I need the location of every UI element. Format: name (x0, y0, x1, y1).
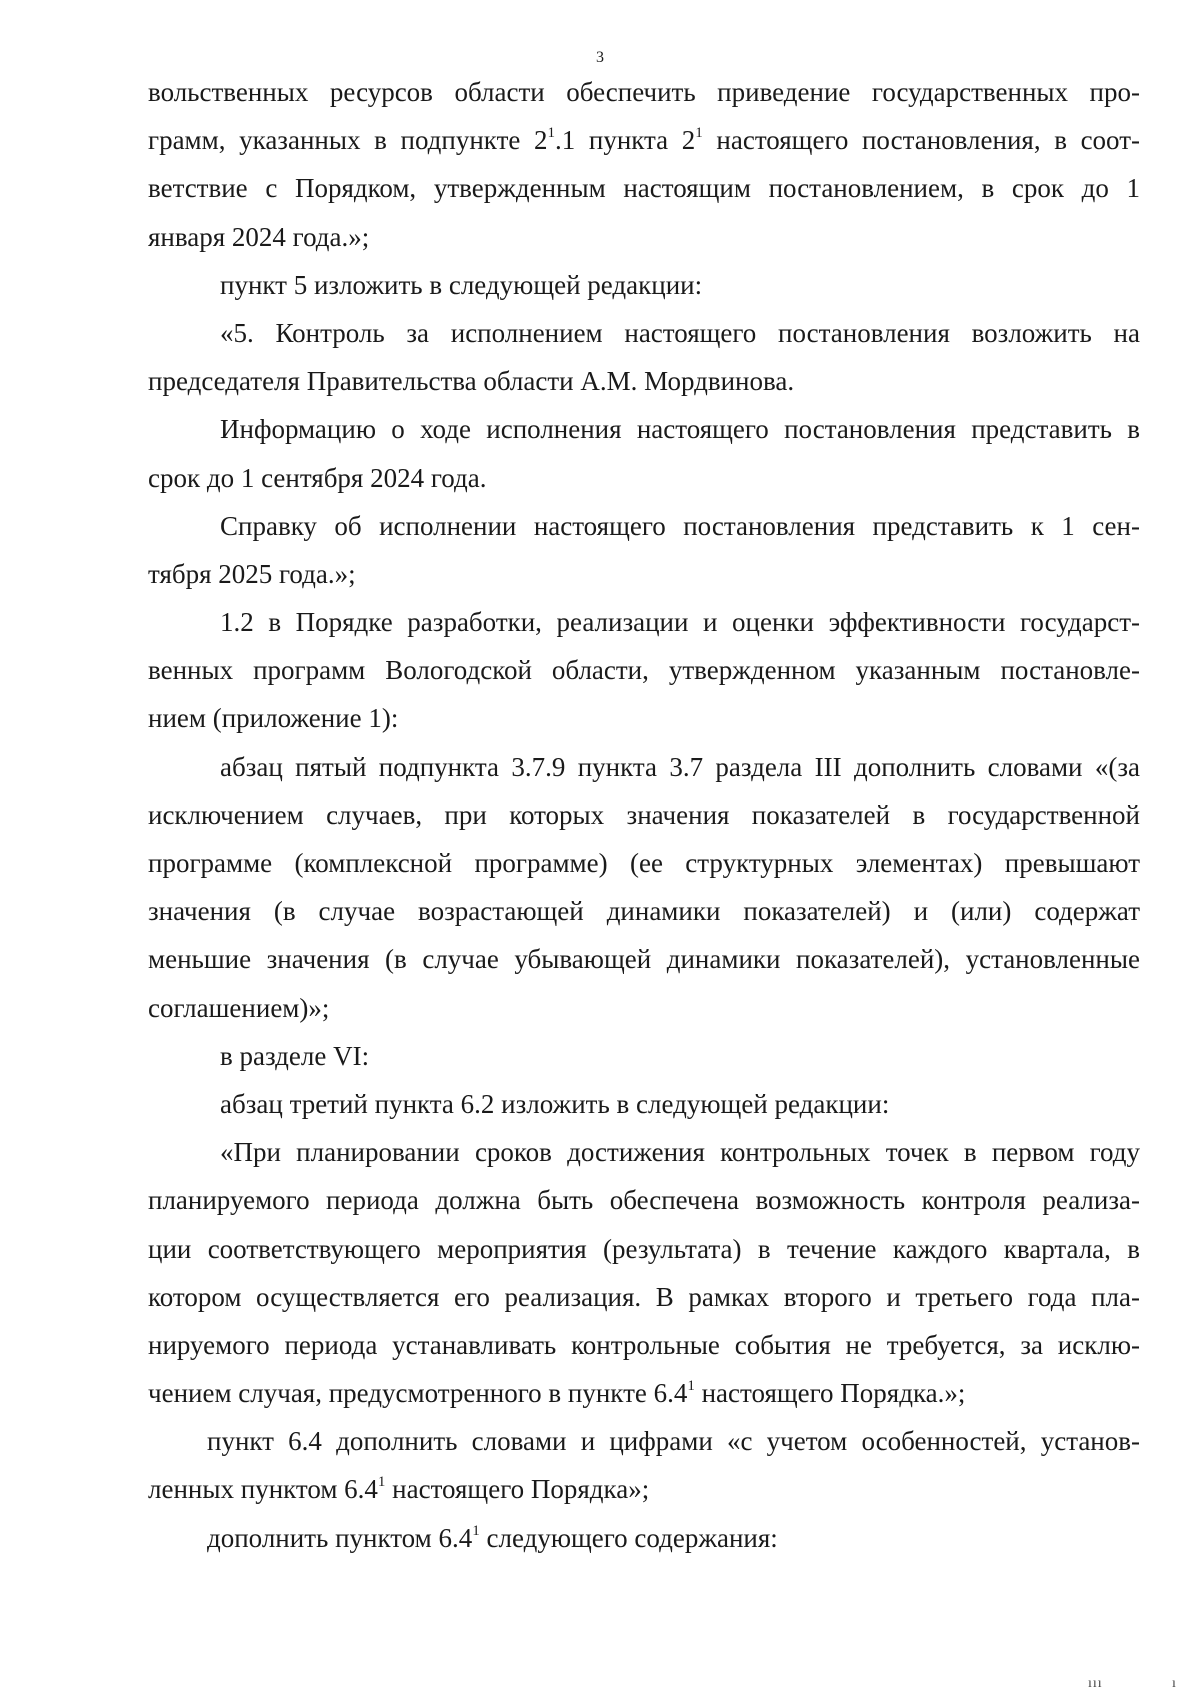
text-line: соглашением)»; (148, 992, 330, 1023)
paragraph-start: Информацию о ходе исполнения настоящего постановления представить в (220, 414, 1140, 445)
page-number: 3 (596, 49, 604, 66)
paragraph-start: пункт 5 изложить в следующей редакции: (220, 269, 703, 300)
text-line: программе (комплексной программе) (ее структурных элементах) превышают (148, 848, 1140, 878)
paragraph-start: пункт 6.4 дополнить словами и цифрами «с учетом особенностей, установ- (207, 1426, 1140, 1457)
text-line: ленных пунктом $6.4^1$ настоящего Порядка»; (148, 1474, 650, 1505)
text-line: срок до 1 сентября 2024 года. (148, 462, 487, 493)
text-line: венных программ Вологодской области, утвержденном указанным постановле- (148, 655, 1140, 686)
text-line: котором осуществляется его реализация. В рамках второго и третьего года пла- (148, 1281, 1140, 1312)
paragraph-start: Справку об исполнении настоящего постановления представить к 1 сен- (220, 510, 1140, 541)
paragraph-start: «5. Контроль за исполнением настоящего постановления возложить на (220, 317, 1140, 348)
footer-scan-marks: ııı (1088, 1676, 1103, 1691)
text-line: исключением случаев, при которых значения показателей в государственной (148, 799, 1140, 830)
text-line: значения (в случае возрастающей динамики показателей) и (или) содержат (148, 896, 1140, 927)
paragraph-start: абзац третий пункта 6.2 изложить в следующей редакции: (220, 1088, 890, 1119)
paragraph-start: 1.2 в Порядке разработки, реализации и оценки эффективности государст- (220, 607, 1140, 638)
text-line: ции соответствующего мероприятия (результата) в течение каждого квартала, в (148, 1233, 1140, 1264)
superscript: 1 (687, 1378, 695, 1395)
text-line: чением случая, предусмотренного в пункте $6.4^1$ настоящего Порядка.»; (148, 1378, 966, 1409)
superscript: 1 (695, 125, 703, 142)
superscript: 1 (547, 125, 555, 142)
text-line: меньшие значения (в случае убывающей динамики показателей), установленные (148, 944, 1140, 975)
text-line: планируемого периода должна быть обеспечена возможность контроля реализа- (148, 1185, 1140, 1216)
document-body (148, 68, 1140, 1562)
paragraph-start: «При планировании сроков достижения контрольных точек в первом году (220, 1137, 1140, 1168)
paragraph-start: абзац пятый подпункта 3.7.9 пункта 3.7 раздела III дополнить словами «(за (220, 751, 1140, 782)
text-line: грамм, указанных в подпункте $2^1.1$ пункта $2^1$ настоящего постановления, в соот- (148, 125, 1140, 156)
footer-scan-mark: ı (1172, 1676, 1176, 1691)
text-line: нируемого периода устанавливать контрольные события не требуется, за исклю- (148, 1329, 1140, 1360)
text-line: тября 2025 года.»; (148, 558, 356, 589)
paragraph-start: дополнить пунктом $6.4^1$ следующего содержания: (207, 1522, 778, 1553)
text-line: председателя Правительства области А.М. Мордвинова. (148, 366, 795, 397)
text-line: января 2024 года.»; (148, 221, 370, 252)
superscript: 1 (377, 1474, 386, 1491)
paragraph-start: в разделе VI: (220, 1040, 370, 1071)
text-line: ветствие с Порядком, утвержденным настоящим постановлением, в срок до 1 (148, 173, 1140, 204)
text-line: вольственных ресурсов области обеспечить приведение государственных про- (148, 77, 1140, 107)
text-line: нием (приложение 1): (148, 703, 399, 734)
superscript: 1 (472, 1522, 480, 1539)
